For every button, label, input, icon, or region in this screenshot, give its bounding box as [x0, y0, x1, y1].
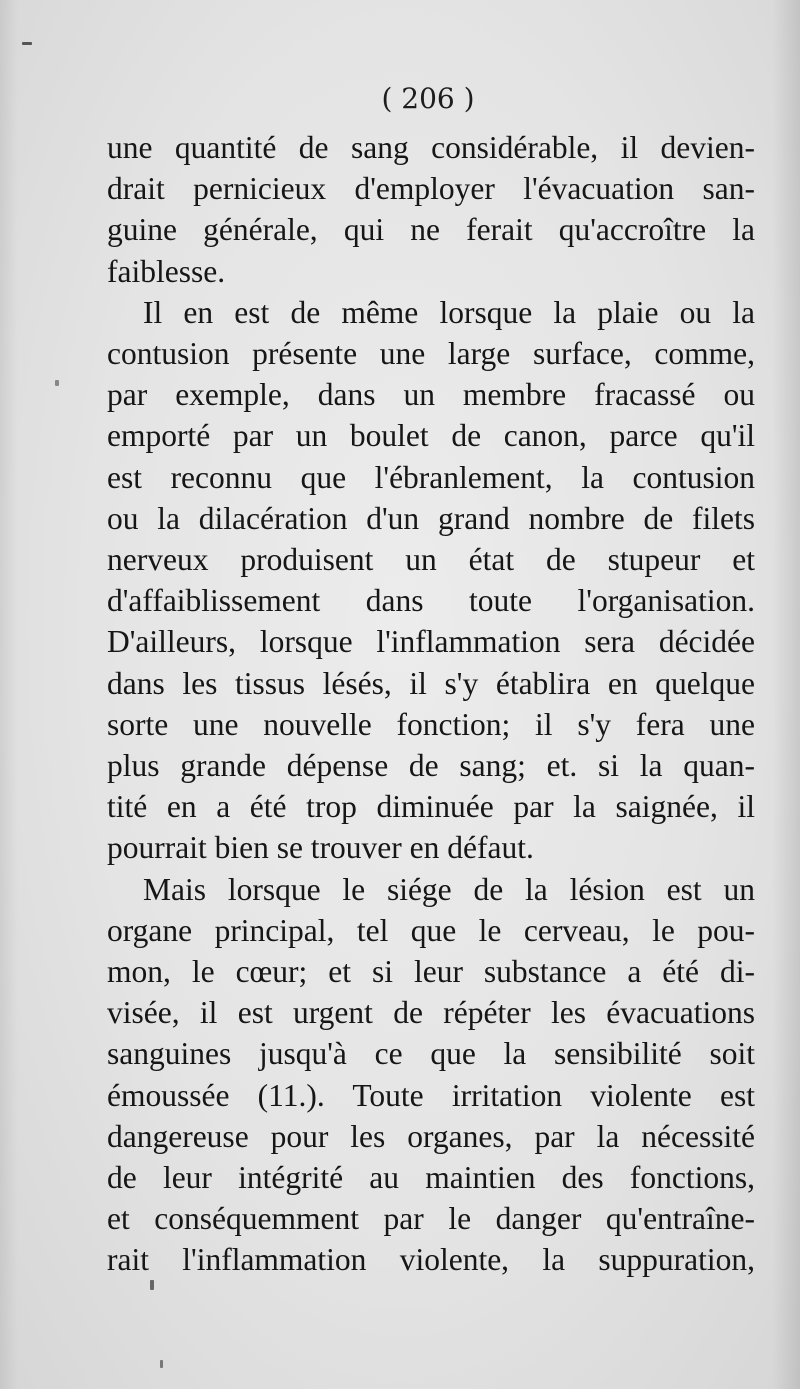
text-line: Mais lorsque le siége de la lésion est un [143, 871, 755, 907]
page-number: ( 206 ) [381, 82, 475, 115]
text-line: visée, il est urgent de répéter les évacuations [107, 995, 755, 1031]
paper-speck [160, 1360, 163, 1368]
text-line: organe principal, tel que le cerveau, le pou- [107, 912, 755, 948]
text-line: sanguines jusqu'à ce que la sensibilité soit [107, 1036, 755, 1072]
text-line: une quantité de sang considérable, il devien- [107, 130, 755, 165]
text-line: tité en a été trop diminuée par la saignée, il [107, 789, 755, 825]
paper-speck [55, 380, 59, 386]
text-line: guine générale, qui ne ferait qu'accroître la [107, 212, 755, 248]
text-line: et conséquemment par le danger qu'entraîne- [107, 1201, 755, 1237]
text-line: D'ailleurs, lorsque l'inflammation sera décidée [107, 624, 755, 660]
body-text [107, 127, 755, 1281]
text-line: plus grande dépense de sang; et. si la quan- [107, 748, 755, 784]
paragraph-1 [107, 127, 755, 292]
text-line: d'affaiblissement dans toute l'organisation. [107, 583, 755, 619]
text-line: émoussée (11.). Toute irritation violente est [107, 1077, 755, 1113]
text-line: rait l'inflammation violente, la suppuration, [107, 1242, 755, 1278]
text-line: dans les tissus lésés, il s'y établira en quelque [107, 665, 755, 701]
text-line: nerveux produisent un état de stupeur et [107, 542, 755, 578]
text-line: ou la dilacération d'un grand nombre de filets [107, 500, 755, 536]
text-line: de leur intégrité au maintien des fonctions, [107, 1160, 755, 1196]
text-line: par exemple, dans un membre fracassé ou [107, 377, 755, 413]
text-line: Il en est de même lorsque la plaie ou la [143, 294, 755, 330]
text-line: est reconnu que l'ébranlement, la contusion [107, 459, 755, 495]
text-line: sorte une nouvelle fonction; il s'y fera une [107, 706, 755, 742]
paper-speck [22, 42, 32, 45]
text-line: contusion présente une large surface, comme, [107, 336, 755, 372]
page-left-edge-shadow [0, 0, 18, 1389]
text-line: faiblesse. [107, 253, 226, 289]
paragraph-3 [107, 869, 755, 1281]
paper-speck [150, 1280, 154, 1290]
text-line: dangereuse pour les organes, par la nécessité [107, 1118, 755, 1154]
paragraph-2 [107, 292, 755, 869]
text-line: drait pernicieux d'employer l'évacuation san- [107, 171, 755, 207]
page-right-edge-shadow [772, 0, 800, 1389]
text-line: emporté par un boulet de canon, parce qu'il [107, 418, 755, 454]
text-line: pourrait bien se trouver en défaut. [107, 830, 534, 866]
text-line: mon, le cœur; et si leur substance a été di- [107, 954, 755, 990]
